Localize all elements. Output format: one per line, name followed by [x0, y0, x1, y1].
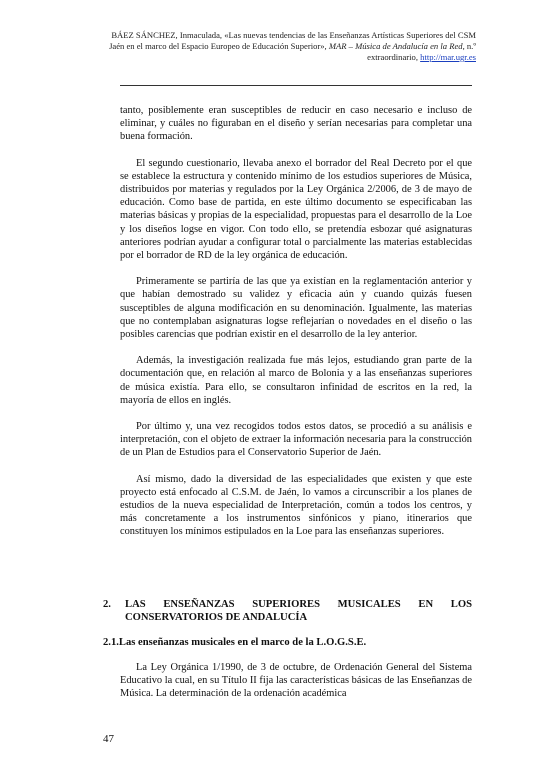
paragraph-continued: tanto, posiblemente eran susceptibles de reducir en caso necesario e incluso de eliminar, y cuáles no figuraban en el diseño y serían necesarias para completar una buena formación.: [120, 105, 472, 143]
paragraph: Por último y, una vez recogidos todos estos datos, se procedió a su análisis e interpretación, con el objeto de extraer la información necesaria para la construcción de un Plan de Estudios para el Conservatorio Superior de Jaén.: [120, 421, 472, 459]
subsection-heading: 2.1.Las enseñanzas musicales en el marco de la L.O.G.S.E.: [103, 637, 367, 648]
section-title-line1: LAS ENSEÑANZAS SUPERIORES MUSICALES EN LOS: [125, 599, 472, 610]
paragraph: Además, la investigación realizada fue más lejos, estudiando gran parte de la documentación que, en relación al marco de Bolonia y a las enseñanzas superiores de música existía. Para ello, se consultaron infinidad de escritos en la red, la mayoría de ellos en inglés.: [120, 355, 472, 406]
paragraph: El segundo cuestionario, llevaba anexo el borrador del Real Decreto por el que se establece la estructura y contenido mínimo de los estudios superiores de Música, distribuidos por materias y regulados por la Ley Orgánica 2/2006, de 3 de mayo de educación. Como base de partida, en este último documento se especificaban las materias básicas y propias de la especialidad, propuestas para el desarrollo de la Loe y los diseños logse en vigor. Con todo ello, se pretendía esbozar qué asignaturas anteriores podrían ayudar a configurar total o parcialmente las materias establecidas por el borrador de RD de la ley orgánica de educación.: [120, 157, 472, 262]
paragraph: La Ley Orgánica 1/1990, de 3 de octubre, de Ordenación General del Sistema Educativo la cual, en su Título II fija las características básicas de las Enseñanzas de Música. La determinación de la ordenación académica: [120, 662, 472, 700]
paragraph: Así mismo, dado la diversidad de las especialidades que existen y que este proyecto está enfocado al C.S.M. de Jaén, lo vamos a circunscribir a los planes de estudios de la nueva especialidad de Interpretación, común a todos los centros, y más concretamente a los instrumentos sinfónicos y piano, itinerarios que constituyen los mínimos estipulados en la Loe para las enseñanzas superiores.: [120, 473, 472, 538]
header-issue: , n.º extraordinario,: [367, 41, 476, 62]
section-number: 2.: [103, 599, 111, 610]
section-title-line2: CONSERVATORIOS DE ANDALUCÍA: [125, 612, 308, 623]
page-number: 47: [103, 733, 114, 745]
journal-url-link[interactable]: http://mar.ugr.es: [420, 52, 476, 62]
section-heading: [103, 598, 472, 611]
paragraph: Primeramente se partiría de las que ya existían en la reglamentación anterior y que habían demostrado su validez y eficacia aún y cuando quizás fuesen susceptibles de alguna modificación en su denominación. Igualmente, las materias que no contemplaban asignaturas logse reflejarían o novedades en el diseño o las posibles carencias que podrían existir en el desarrollo de la ley anterior.: [120, 276, 472, 341]
header-citation: BÁEZ SÁNCHEZ, Inmaculada, «Las nuevas tendencias de las Enseñanzas Artísticas Superiores del CSM Jaén en el marco del Espacio Europeo de Educación Superior»,: [109, 30, 476, 51]
running-header: [100, 30, 476, 63]
body-text: [120, 104, 472, 552]
header-divider: [120, 85, 472, 86]
header-journal: MAR – Música de Andalucía en la Red: [328, 41, 463, 51]
